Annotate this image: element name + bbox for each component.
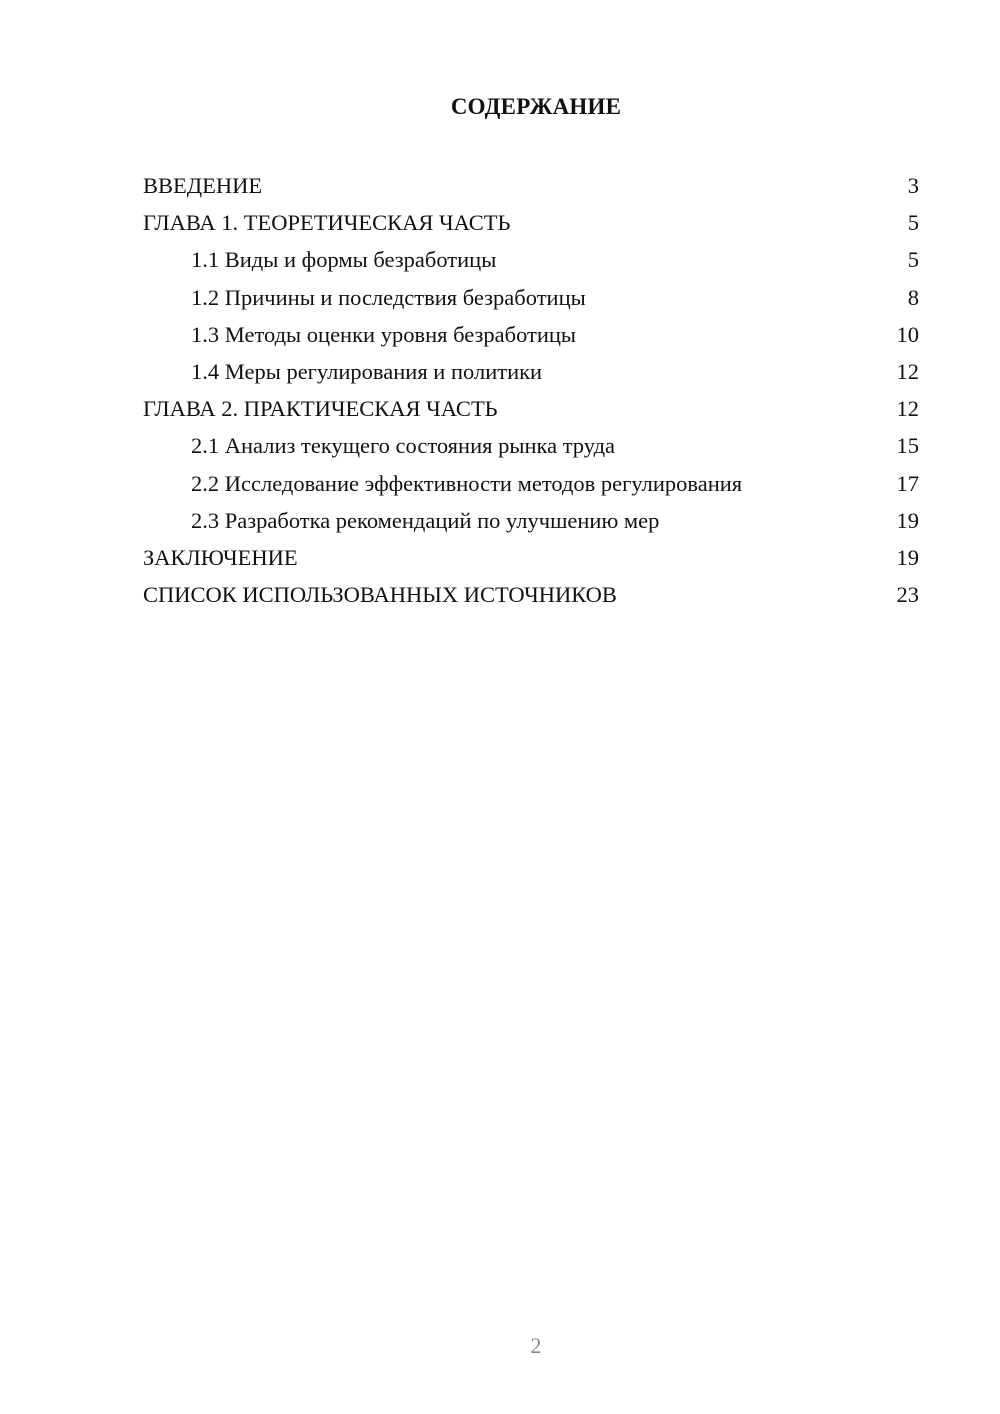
page-number: 2: [530, 1333, 542, 1358]
toc-subentry[interactable]: [143, 465, 919, 502]
toc-entry-title: 2.3 Разработка рекомендаций по улучшению мер: [191, 507, 660, 533]
toc-entry-title: 2.2 Исследование эффективности методов регулирования: [191, 470, 743, 496]
toc-entry-page: 5: [907, 210, 919, 236]
toc-entry[interactable]: [143, 167, 919, 204]
toc-subentry[interactable]: [143, 316, 919, 353]
toc-subentry[interactable]: [143, 241, 919, 278]
toc-entry-page: 15: [896, 433, 919, 459]
toc-entry-title: 1.3 Методы оценки уровня безработицы: [191, 321, 577, 347]
toc-entry-page: 5: [907, 247, 919, 273]
toc-entry-page: 19: [896, 507, 919, 533]
toc-entry-title: ГЛАВА 1. ТЕОРЕТИЧЕСКАЯ ЧАСТЬ: [143, 210, 511, 236]
toc-entry[interactable]: [143, 539, 919, 576]
toc-entry-title: СПИСОК ИСПОЛЬЗОВАННЫХ ИСТОЧНИКОВ: [143, 582, 617, 608]
toc-entry-title: 1.2 Причины и последствия безработицы: [191, 284, 586, 310]
toc-entry-page: 3: [907, 173, 919, 198]
toc-entry-page: 8: [907, 284, 919, 310]
toc-entry-page: 12: [896, 396, 919, 422]
toc-entry-title: ЗАКЛЮЧЕНИЕ: [143, 544, 298, 570]
toc-entry-page: 19: [896, 544, 919, 570]
toc-subentry[interactable]: [143, 353, 919, 390]
toc-entry-title: 2.1 Анализ текущего состояния рынка труда: [191, 433, 616, 459]
toc-entry-title: ВВЕДЕНИЕ: [143, 173, 263, 198]
toc-entry-title: 1.4 Меры регулирования и политики: [191, 358, 543, 384]
toc-entry[interactable]: [143, 204, 919, 241]
toc-entry-page: 10: [896, 321, 919, 347]
toc-entry-page: 17: [896, 470, 919, 496]
toc-entry[interactable]: [143, 576, 919, 613]
toc-entry-page: 23: [896, 582, 919, 608]
toc-subentry[interactable]: [143, 502, 919, 539]
toc-entry-title: ГЛАВА 2. ПРАКТИЧЕСКАЯ ЧАСТЬ: [143, 396, 498, 422]
table-of-contents: [143, 167, 919, 613]
toc-subentry[interactable]: [143, 427, 919, 464]
toc-entry-title: 1.1 Виды и формы безработицы: [191, 247, 497, 273]
toc-entry-page: 12: [896, 358, 919, 384]
toc-entry[interactable]: [143, 390, 919, 427]
toc-title: СОДЕРЖАНИЕ: [450, 94, 622, 119]
toc-subentry[interactable]: [143, 279, 919, 316]
